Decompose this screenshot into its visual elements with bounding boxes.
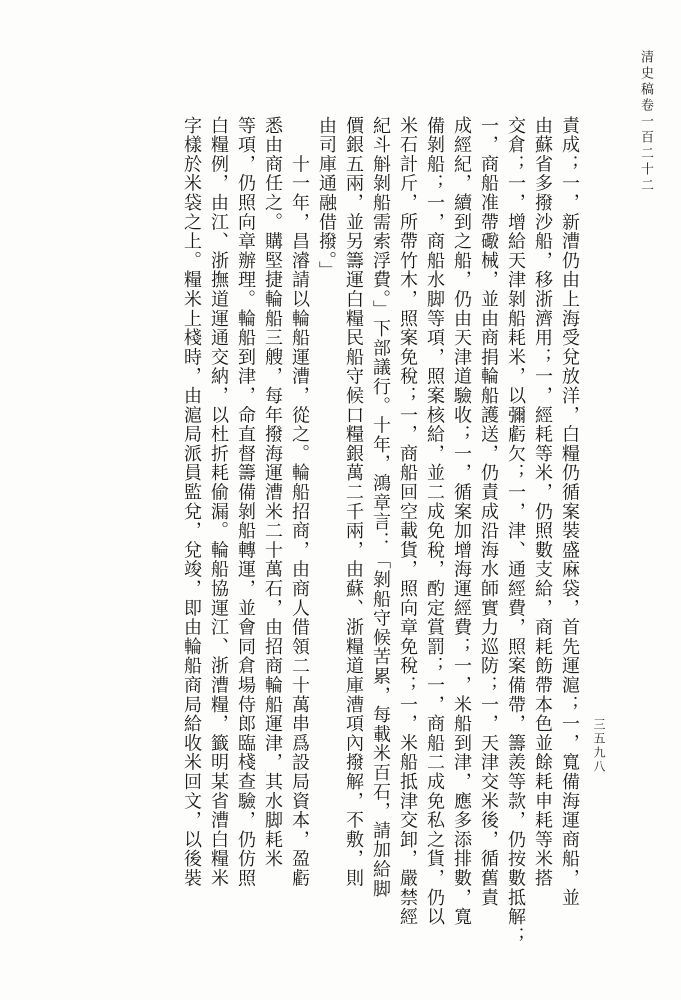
text-line: 備剝船；一，商船水脚等項，照案核給，並二成免稅，酌定賞罰；一，商船二成免私之貨，仍以 [424,116,445,927]
text-line: 一，商船准帶礮械，並由商捐輪船護送，仍責成沿海水師實力巡防；一，天津交米後，循舊責 [478,116,499,908]
text-line: 字樣於米袋之上。糧米上棧時，由滬局派員監兌，兌竣，即由輪船商局給收米回文，以後裝 [181,116,202,888]
text-line: 米石計斤，所帶竹木，照案免稅；一，商船回空載貨，照向章免稅；一，米船抵津交卸，嚴禁經 [397,116,418,927]
text-line: 由蘇省多撥沙船，移浙濟用；一，經耗等米，仍照數支給，商耗飭帶本色並餘耗申耗等米搭 [532,116,553,888]
page-number: 三五九八 [592,718,606,774]
running-header: 清史稿卷一百二十二 [638,50,653,194]
text-line: 交倉；一，增給天津剝船耗米，以彌虧欠；一，津、通經費，照案備帶，籌羨等款，仍按數抵解； [505,116,526,946]
text-line: 悉由商任之。購堅捷輪船三艘，每年撥海運漕米二十萬石，由招商輪船運津，其水脚耗米 [262,116,283,869]
text-line: 成經紀，續到之船，仍由天津道驗收；一，循案加增海運經費；一，米船到津，應多添排數，寬 [451,116,472,927]
text-line: 十一年，昌濬請以輪船運漕，從之。輪船招商，由商人借領二十萬串爲設局資本，盈虧 [289,116,310,888]
body-text [38,116,583,976]
text-line: 價銀五兩，並另籌運白糧民船守候口糧銀萬二千兩，由蘇、浙糧道庫漕項內撥解，不敷，則 [343,116,364,888]
text-line: 白糧例，由江、浙撫道運通交納，以杜折耗偷漏。輪船協運江、浙漕糧，籤明某省漕白糧米 [208,116,229,888]
text-line: 等項，仍照向章辦理。輪船到津，命直督籌備剝船轉運，並會同倉場侍郎臨棧查驗，仍仿照 [235,116,256,888]
text-line: 紀斗斛剝船需索浮費。」下部議行。十年，鴻章言：「剝船守候苦累，每載米百石，請加給脚 [370,116,391,899]
text-line: 由司庫通融借撥。」 [316,116,337,281]
text-line: 責成；一，新漕仍由上海受兌放洋，白糧仍循案裝盛麻袋，首先運滬；一，寬備海運商船，並 [559,116,580,908]
